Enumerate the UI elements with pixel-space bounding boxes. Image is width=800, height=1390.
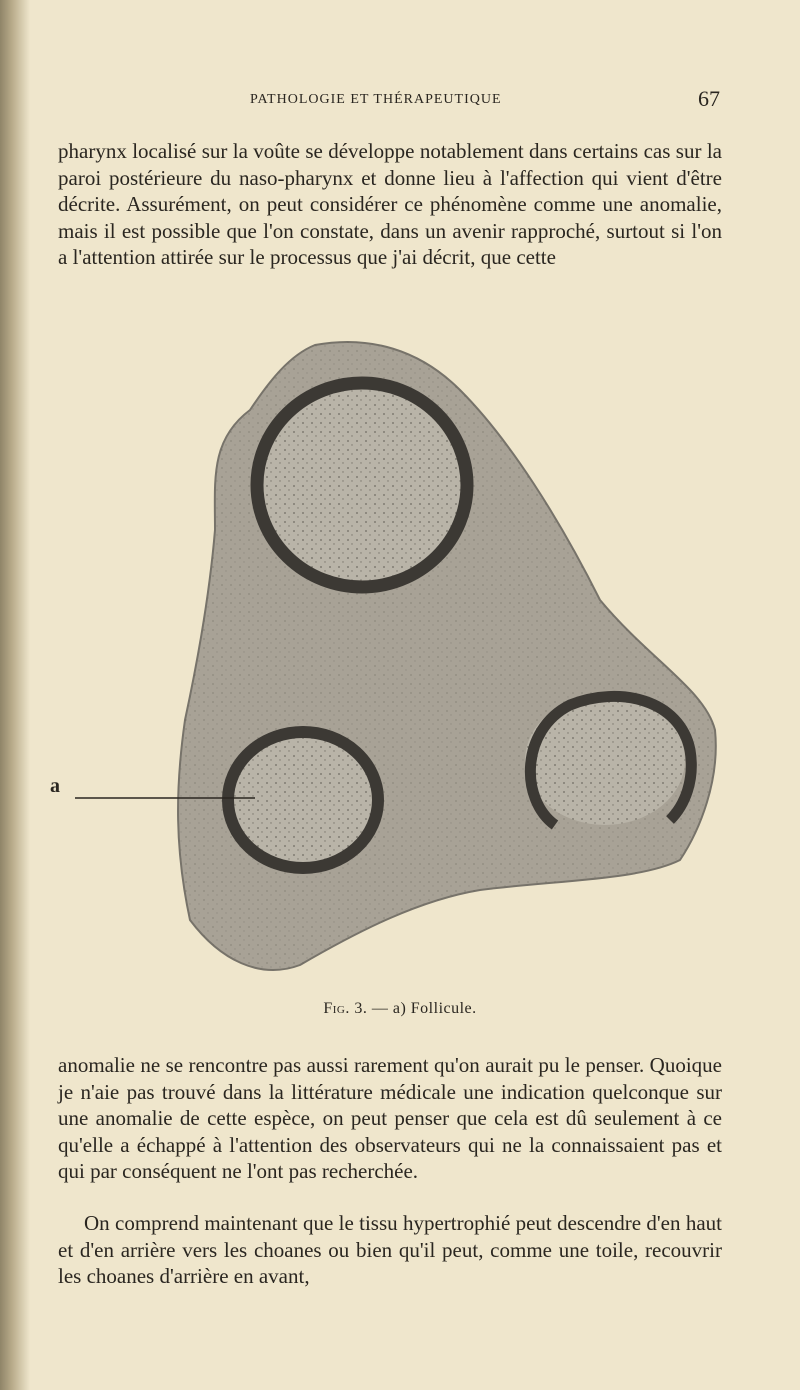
figure-caption: [0, 1000, 800, 1018]
follicle-illustration: [40, 330, 740, 980]
page-number: 67: [698, 86, 720, 111]
paragraph-2: anomalie ne se rencontre pas aussi rarement qu'on aurait pu le penser. Quoique je n'aie pas trouvé dans la littérature médicale une indication quelconque sur une anomalie de cette espèce, on peut penser que cela est dû seulement à ce qu'elle a échappé à l'attention des observateurs qui ne la connaissaient pas et qui par conséquent ne l'ont pas recherchée.: [58, 1053, 722, 1183]
page-header: [60, 86, 720, 116]
caption-text: . 3. — a) Follicule.: [345, 1000, 477, 1017]
paragraph-1: pharynx localisé sur la voûte se développe notablement dans certains cas sur la paroi postérieure du naso-pharynx et donne lieu à l'affection qui vient d'être décrite. Assurément, on peut considérer ce phénomène comme une anomalie, mais il est possible que l'on constate, dans un avenir rapproché, surtout si l'on a l'attention attirée sur le processus que j'ai décrit, que cette: [58, 139, 722, 269]
caption-prefix: Fig: [323, 1000, 346, 1017]
paragraph-3: On comprend maintenant que le tissu hypertrophié peut descendre d'en haut et d'en arrière vers les choanes ou bien qu'il peut, comme une toile, recouvrir les choanes d'arrière en avant,: [58, 1211, 722, 1288]
page-binding-shadow: [0, 0, 30, 1390]
running-head: PATHOLOGIE ET THÉRAPEUTIQUE: [250, 92, 502, 107]
follicle-top: [257, 383, 467, 587]
follicle-figure: [40, 330, 740, 980]
figure-label-a: a: [50, 775, 60, 797]
follicle-a: [228, 732, 378, 868]
